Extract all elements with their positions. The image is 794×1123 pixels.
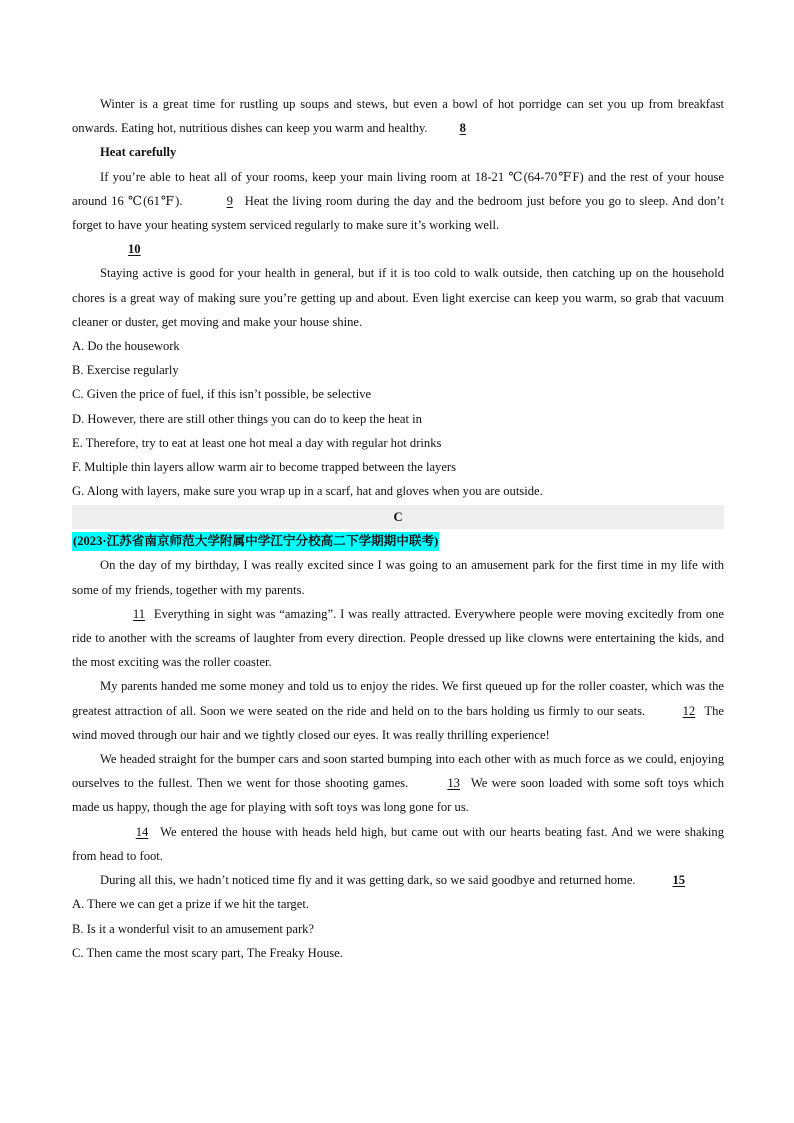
paragraph-text: We headed straight for the bumper cars and soon started bumping into each other with as much force as we could, enjoying ourselves to the fullest. Then we went for those shooting games.: [72, 752, 724, 791]
blank-12[interactable]: 12: [682, 703, 696, 718]
paragraph-text: Heat the living room during the day and the bedroom just before you go to sleep. And don’t forget to have your heating system serviced regularly to make sure it’s working well.: [72, 193, 724, 233]
option-a: A. Do the housework: [72, 339, 180, 354]
blank-line-10: [72, 237, 724, 261]
blank-11[interactable]: 11: [132, 606, 146, 621]
blank-9[interactable]: 9: [226, 193, 233, 208]
paragraph-c3: [72, 674, 724, 747]
paragraph-text: The wind moved through our hair and we tightly closed our eyes. It was really thrilling experience!: [72, 703, 724, 742]
paragraph-b2: [72, 165, 724, 238]
option-f: F. Multiple thin layers allow warm air to become trapped between the layers: [72, 460, 457, 475]
blank-15[interactable]: 15: [672, 873, 686, 888]
paragraph-c2: [72, 602, 724, 675]
paragraph-text: Winter is a great time for rustling up soups and stews, but even a bowl of hot porridge can set you up from breakfast onwards. Eating hot, nutritious dishes can keep you warm and healthy.: [72, 97, 724, 136]
paragraph-c4: [72, 747, 724, 820]
option-a: A. There we can get a prize if we hit the target.: [72, 897, 309, 912]
option-c: C. Then came the most scary part, The Freaky House.: [72, 945, 343, 960]
blank-13[interactable]: 13: [447, 776, 460, 791]
paragraph-text: During all this, we hadn’t noticed time fly and it was getting dark, so we said goodbye and returned home.: [100, 873, 639, 888]
paragraph-text: We entered the house with heads held high, but came out with our hearts beating fast. And we were shaking from head to foot.: [72, 824, 724, 863]
paragraph-text: Everything in sight was “amazing”. I was really attracted. Everywhere people were moving excitedly from one ride to another with the screams of laughter from every direction. People dressed up like clowns were entertaining the kids, and the most exciting was the roller coaster.: [72, 606, 724, 670]
paragraph-text: If you’re able to heat all of your rooms, keep your main living room at 18-21 ℃(64-70℉F) and the rest of your house around 16 ℃(61℉).: [72, 169, 724, 208]
paragraph-b1: [72, 92, 724, 140]
blank-14[interactable]: 14: [135, 824, 149, 839]
document-page: [72, 92, 724, 965]
paragraph-c5: [72, 820, 724, 868]
paragraph-b3: Staying active is good for your health in general, but if it is too cold to walk outside, then catching up on the household chores is a great way of making sure you’re getting up and about. Even light exercise can keep you warm, so grab that vacuum cleaner or duster, get moving and make your house shine.: [72, 266, 724, 329]
source-line: [72, 529, 724, 553]
option-g: G. Along with layers, make sure you wrap up in a scarf, hat and gloves when you are outside.: [72, 484, 543, 499]
option-c: C. Given the price of fuel, if this isn’t possible, be selective: [72, 387, 372, 402]
option-d: D. However, there are still other things you can do to keep the heat in: [72, 411, 422, 426]
option-e: E. Therefore, try to eat at least one hot meal a day with regular hot drinks: [72, 435, 442, 450]
blank-10[interactable]: 10: [128, 242, 141, 257]
paragraph-c1: On the day of my birthday, I was really excited since I was going to an amusement park for the first time in my life with some of my friends, together with my parents.: [72, 558, 724, 597]
option-b: B. Exercise regularly: [72, 363, 179, 378]
section-c-header: C: [72, 505, 724, 529]
paragraph-text: My parents handed me some money and told us to enjoy the rides. We first queued up for the roller coaster, which was the greatest attraction of all. Soon we were seated on the ride and held on to the bars holding us firmly to our seats.: [72, 679, 724, 718]
source-label: (2023·江苏省南京师范大学附属中学江宁分校高二下学期期中联考): [72, 532, 439, 551]
blank-8[interactable]: 8: [459, 121, 466, 136]
section-heading: Heat carefully: [100, 145, 177, 160]
paragraph-text: We were soon loaded with some soft toys which made us happy, though the age for playing with soft toys was long gone for us.: [72, 776, 724, 815]
option-b: B. Is it a wonderful visit to an amusement park?: [72, 921, 315, 936]
paragraph-c6: [72, 868, 724, 892]
